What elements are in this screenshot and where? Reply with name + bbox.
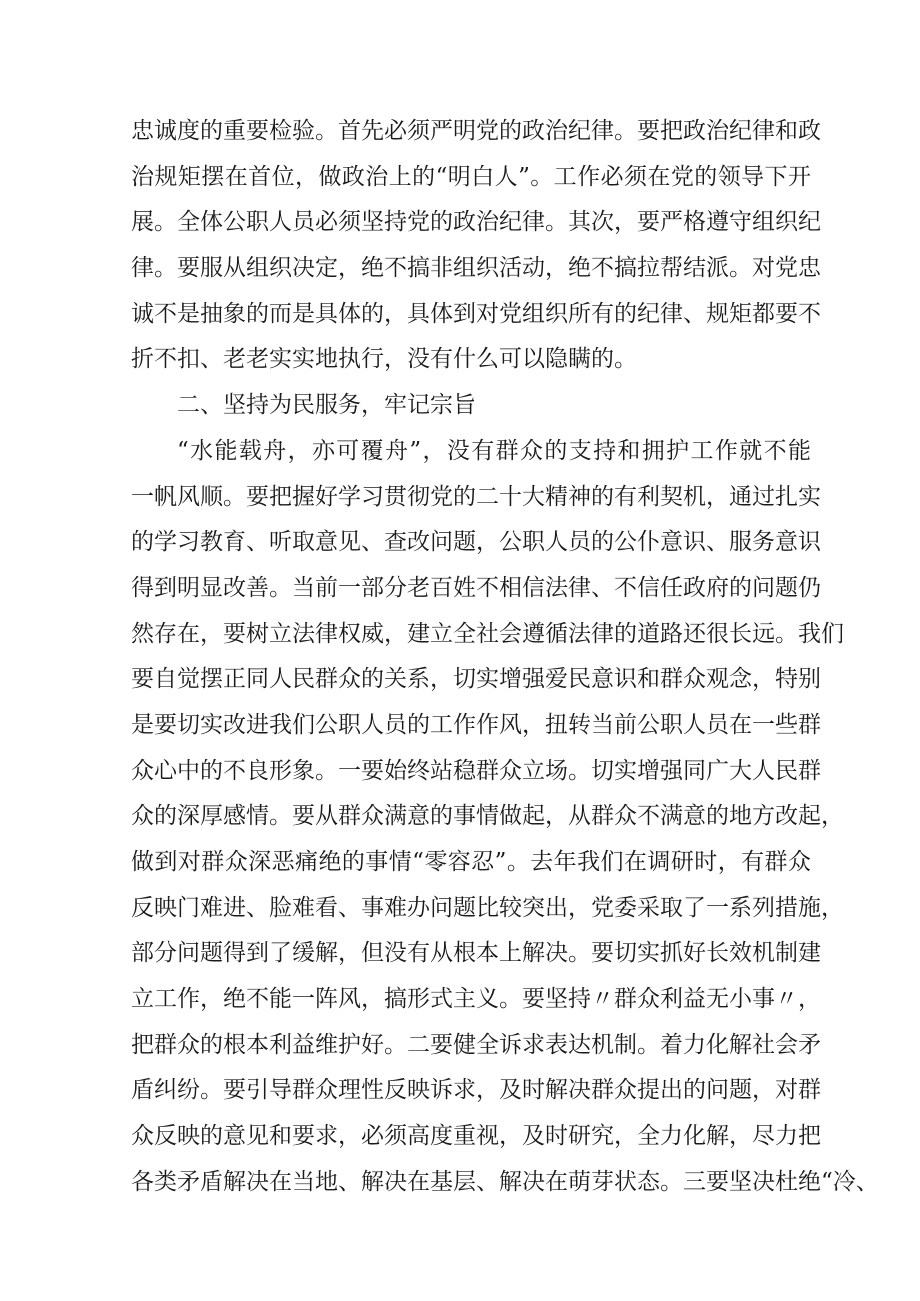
paragraph-2-line-14: 把群众的根本利益维护好。二要健全诉求表达机制。着力化解社会矛: [131, 1031, 821, 1058]
paragraph-1-line-2: 治规矩摆在首位，做政治上的“明白人”。工作必须在党的领导下开: [131, 163, 811, 190]
document-body: [131, 109, 879, 1206]
paragraph-2-line-15: 盾纠纷。要引导群众理性反映诉求，及时解决群众提出的问题，对群: [131, 1077, 821, 1104]
paragraph-2-line-2: 一帆风顺。要把握好学习贯彻党的二十大精神的有利契机，通过扎实: [131, 483, 821, 510]
paragraph-2-line-12: 部分问题得到了缓解，但没有从根本上解决。要切实抓好长效机制建: [131, 940, 821, 967]
paragraph-2-line-6: 要自觉摆正同人民群众的关系，切实增强爱民意识和群众观念，特别: [131, 666, 821, 693]
paragraph-2-line-7: 是要切实改进我们公职人员的工作作风，扭转当前公职人员在一些群: [131, 711, 821, 738]
paragraph-1-line-1: 忠诚度的重要检验。首先必须严明党的政治纪律。要把政治纪律和政: [131, 118, 821, 144]
paragraph-1-line-3: 展。全体公职人员必须坚持党的政治纪律。其次，要严格遵守组织纪: [131, 209, 821, 236]
paragraph-1-line-4: 律。要服从组织决定，绝不搞非组织活动，绝不搞拉帮结派。对党忠: [131, 255, 821, 282]
paragraph-2-line-3: 的学习教育、听取意见、查改问题，公职人员的公仆意识、服务意识: [131, 529, 821, 556]
paragraph-2-line-16: 众反映的意见和要求，必须高度重视，及时研究，全力化解，尽力把: [131, 1123, 821, 1150]
paragraph-2-line-17: 各类矛盾解决在当地、解决在基层、解决在萌芽状态。三要坚决杜绝“冷、: [131, 1168, 879, 1195]
paragraph-2-line-8: 众心中的不良形象。一要始终站稳群众立场。切实增强同广大人民群: [131, 757, 821, 784]
paragraph-2-line-4: 得到明显改善。当前一部分老百姓不相信法律、不信任政府的问题仍: [131, 574, 821, 601]
paragraph-1-line-6: 折不扣、老老实实地执行，没有什么可以隐瞒的。: [131, 346, 637, 373]
paragraph-2-line-9: 众的深厚感情。要从群众满意的事情做起，从群众不满意的地方改起，: [131, 803, 844, 830]
paragraph-1-line-5: 诚不是抽象的而是具体的，具体到对党组织所有的纪律、规矩都要不: [131, 300, 821, 327]
paragraph-2-line-5: 然存在，要树立法律权威，建立全社会遵循法律的道路还很长远。我们: [131, 620, 844, 647]
paragraph-2-line-13: 立工作，绝不能一阵风，搞形式主义。要坚持〃群众利益无小事〃，: [131, 986, 821, 1013]
section-heading-2: 二、坚持为民服务，牢记宗旨: [177, 392, 476, 419]
paragraph-2-line-1: “水能载舟，亦可覆舟”，没有群众的支持和拥护工作就不能: [177, 437, 811, 464]
paragraph-2-line-10: 做到对群众深恶痛绝的事情“零容忍”。去年我们在调研时，有群众: [131, 849, 811, 875]
paragraph-2-line-11: 反映门难进、脸难看、事难办问题比较突出，党委采取了一系列措施，: [131, 894, 844, 921]
